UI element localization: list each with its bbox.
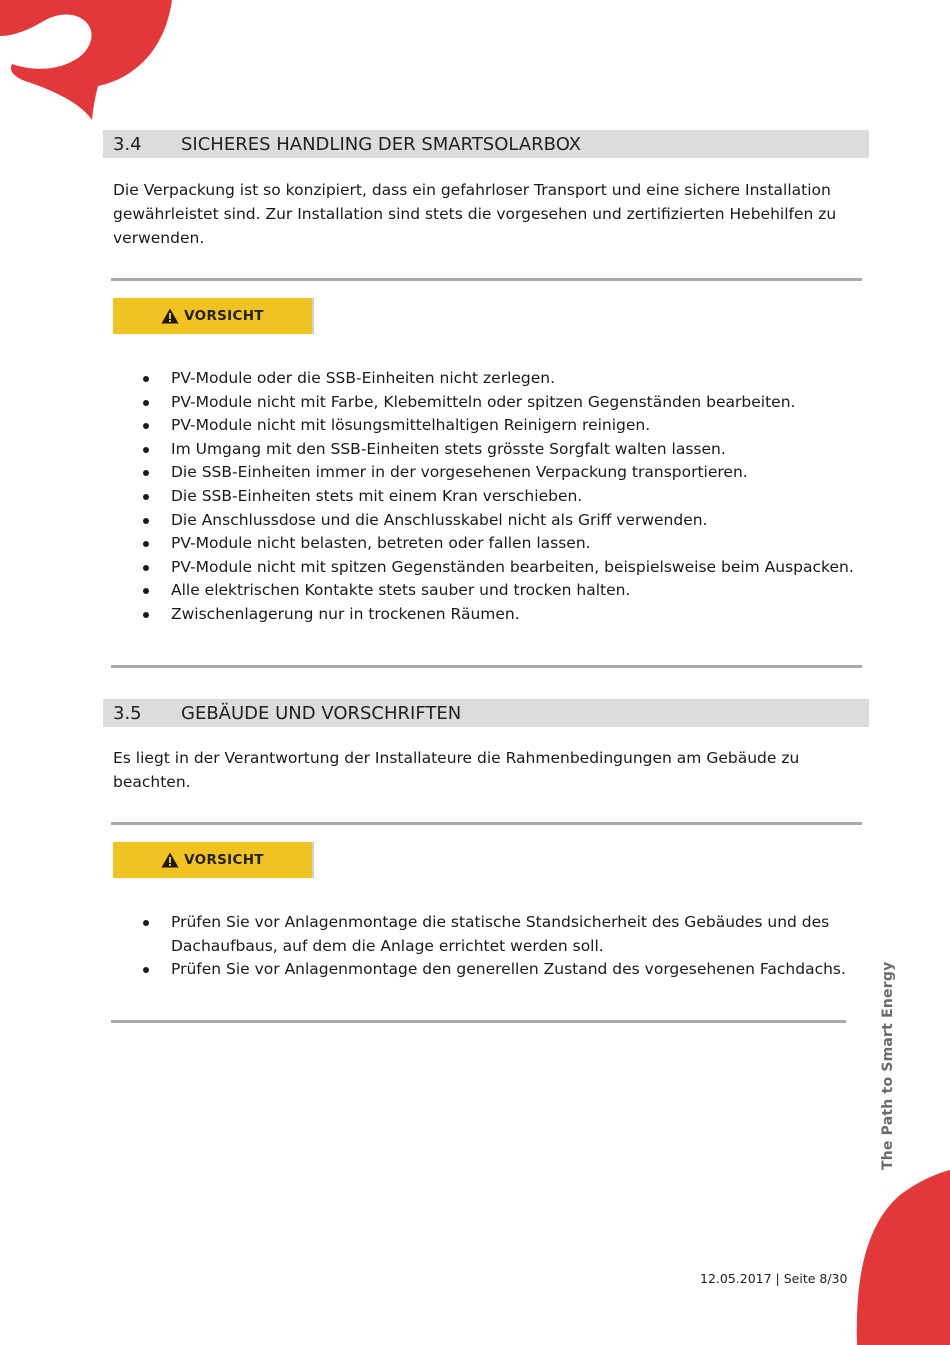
section-heading-3-5	[103, 699, 869, 727]
list-item: Die Anschlussdose und die Anschlusskabel nicht als Griff verwenden.	[140, 509, 860, 533]
list-item: PV-Module oder die SSB-Einheiten nicht zerlegen.	[140, 367, 860, 391]
list-item: Die SSB-Einheiten stets mit einem Kran verschieben.	[140, 485, 860, 509]
section-intro: Die Verpackung ist so konzipiert, dass ein gefahrloser Transport und eine sichere Installation gewährleistet sind. Zur Installation sind stets die vorgesehen und zertifizierten Hebehilfen zu verwenden.	[113, 181, 837, 247]
divider	[111, 665, 862, 668]
warning-label: VORSICHT	[184, 308, 264, 324]
warning-label: VORSICHT	[184, 852, 264, 868]
warning-box	[113, 298, 314, 334]
divider	[111, 278, 862, 281]
section-title: GEBÄUDE UND VORSCHRIFTEN	[181, 702, 462, 724]
list-item: PV-Module nicht belasten, betreten oder fallen lassen.	[140, 532, 860, 556]
company-logo	[0, 0, 175, 125]
section-number: 3.4	[113, 133, 142, 155]
list-item: PV-Module nicht mit lösungsmittelhaltigen Reinigern reinigen.	[140, 414, 860, 438]
list-item: Im Umgang mit den SSB-Einheiten stets grösste Sorgfalt walten lassen.	[140, 438, 860, 462]
brand-tagline: The Path to Smart Energy	[880, 961, 896, 1170]
safety-list	[140, 367, 860, 627]
page-footer: 12.05.2017 | Seite 8/30	[700, 1271, 848, 1286]
side-decoration	[855, 1170, 950, 1345]
list-item: Prüfen Sie vor Anlagenmontage den generellen Zustand des vorgesehenen Fachdachs.	[140, 958, 860, 982]
warning-box	[113, 842, 314, 878]
warning-triangle-icon	[161, 308, 179, 324]
list-item: PV-Module nicht mit spitzen Gegenständen bearbeiten, beispielsweise beim Auspacken.	[140, 556, 860, 580]
list-item: Die SSB-Einheiten immer in der vorgesehenen Verpackung transportieren.	[140, 461, 860, 485]
section-title: SICHERES HANDLING DER SMARTSOLARBOX	[181, 133, 582, 155]
list-item: PV-Module nicht mit Farbe, Klebemitteln oder spitzen Gegenständen bearbeiten.	[140, 391, 860, 415]
section-intro: Es liegt in der Verantwortung der Installateure die Rahmenbedingungen am Gebäude zu beachten.	[113, 749, 800, 791]
section-number: 3.5	[113, 702, 142, 724]
list-item: Prüfen Sie vor Anlagenmontage die statische Standsicherheit des Gebäudes und des Dachaufbaus, auf dem die Anlage errichtet werden soll.	[140, 911, 860, 958]
divider	[111, 822, 862, 825]
section-heading-3-4	[103, 130, 869, 158]
list-item: Zwischenlagerung nur in trockenen Räumen.	[140, 603, 860, 627]
building-list	[140, 911, 860, 982]
warning-triangle-icon	[161, 852, 179, 868]
list-item: Alle elektrischen Kontakte stets sauber und trocken halten.	[140, 579, 860, 603]
divider	[111, 1020, 846, 1023]
